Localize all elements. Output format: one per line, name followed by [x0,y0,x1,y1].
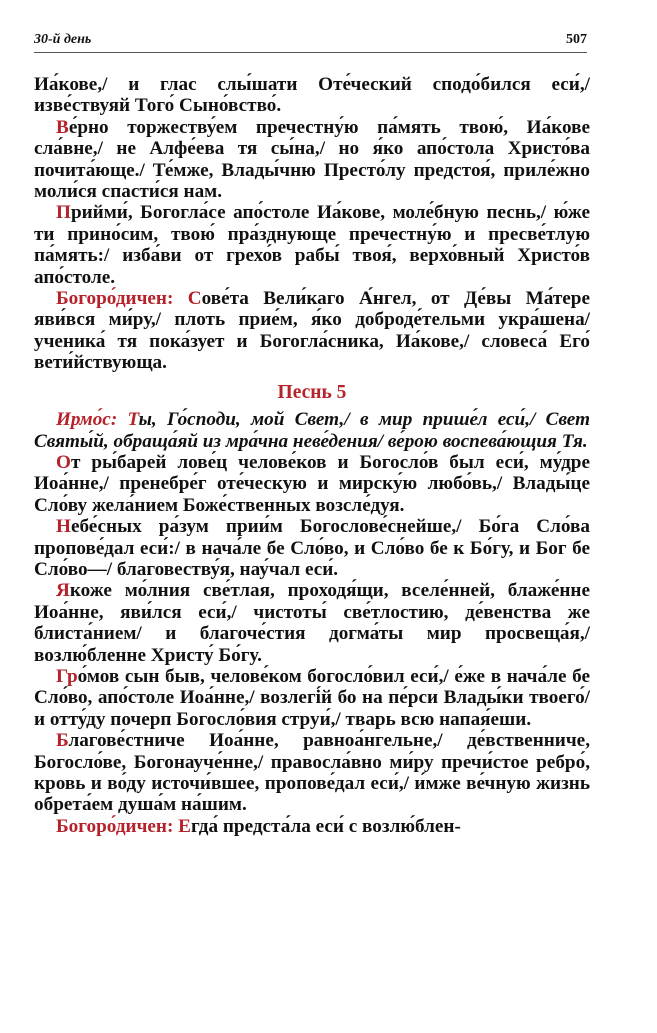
paragraph [34,816,590,837]
paragraph-text: т ры́барей лове́ц челове́ков и Богосло́в был еси́, му́дре Иоа́нне,/ пренебре́г оте́ческую и мирску́ю любо́вь,/ Влады́це Сло́ву жела́нием Боже́ственных возсле́дуя. [34,451,590,516]
initial-letter: О [56,451,71,473]
paragraph-text: е́рно торжеству́ем пречестну́ю па́мять твою́, Иа́кове сла́вне,/ не Алфе́ева тя сы́на,/ но я́ко апо́стола Христо́ва почита́юще./ Те́мже, Влады́чню Престо́лу предстоя́, приле́жно моли́ся спасти́ся нам. [34,116,590,203]
paragraph [34,74,590,117]
paragraph-text: гда́ предста́ла еси́ с возлю́блен- [190,815,461,837]
irmos-text: ы, Го́споди, мой Свет,/ в мир прише́л еси́,/ Свет Святы́й, обраща́яй из мра́чна неве́дения/ ве́рою воспева́ющия Тя. [34,409,590,452]
paragraph-text: ове́та Вели́каго А́нгел, от Де́вы Ма́тере яви́вся ми́ру,/ плоть прие́м, я́ко доброде́тельми укра́шена/ ученика́ тя пока́зует и Богогла́сника, Иа́кове,/ словеса́ Его́ вети́йствующа. [34,288,590,374]
paragraph [34,580,590,666]
paragraph [34,452,590,516]
initial-letter: Б [56,730,69,752]
theotokion-label: Богоро́дичен: [56,815,179,837]
paragraph-text: коже мо́лния све́тлая, проходя́щи, вселе́нней, блаже́нне Иоа́нне, яви́лся еси́,/ чистоты́ све́тлостию, де́венства же блиста́нием/ и благоче́стия догма́ты мир просвеща́я,/ возлю́бленне Христу́ Бо́гу. [34,580,590,666]
paragraph-text: о́мов сын быв, челове́ком богосло́вил еси́,/ е́же в нача́ле бе Сло́во, апо́столе Иоа́нне,/ возлегі́й бо на пе́рси Влады́ки твоего́/ и отту́ду почерп Богосло́вия струи́,/ тварь всю напая́еши. [34,665,590,730]
initial-letter: Н [56,516,71,538]
initial-letter: П [56,202,71,224]
initial-letter: Гр [56,665,78,687]
initial-letter: Т [127,409,139,431]
paragraph [34,516,590,580]
theotokion-label: Богоро́дичен: [56,288,188,310]
paragraph [34,666,590,730]
page-header [34,30,587,53]
paragraph-text: рийми́, Богогла́се апо́столе Иа́кове, моле́бную песнь,/ ю́же ти прино́сим, твою́ пра́зднующе пречестну́ю и пресве́тлую па́мять:/ изба́ви от грехо́в рабы́ твоя́, верхо́вный Христо́в апо́столе. [34,202,590,288]
initial-letter: Я [56,580,70,602]
paragraph [34,202,590,288]
text-body [34,74,590,837]
paragraph-text: лагове́стниче Иоа́нне, равноа́нгельне,/ де́вственниче, Богосло́ве, Богонауче́нне,/ правосла́вно ми́ру пречи́стое ребро́, кровь и во́ду источи́вшее, пропове́дал еси́,/ и́мже ве́чную жизнь обрета́ем душа́м на́шим. [34,730,590,816]
paragraph [34,117,590,203]
page-number: 507 [566,32,587,47]
initial-letter: Е [178,815,191,837]
initial-letter: С [187,288,202,310]
paragraph-text: Иа́кове,/ и глас слы́шати Оте́ческий сподо́бился еси́,/ изве́ствуяй Того́ Сыно́вство́. [34,74,590,117]
running-title: 30-й день [34,32,92,47]
paragraph [34,288,590,374]
paragraph-text: ебе́сных ра́зум прии́м Богослове́снейше,/ Бо́га Сло́ва пропове́дал еси́:/ в нача́ле бе Сло́во, и Сло́во бе к Бо́гу, и Бог бе Сло́во—/ благовеству́я, нау́чал еси́. [34,516,590,580]
paragraph [34,730,590,816]
irmos [34,409,590,452]
initial-letter: В [56,116,69,138]
ode-heading: Песнь 5 [277,381,347,403]
irmos-label: Ирмо́с: [56,409,128,431]
